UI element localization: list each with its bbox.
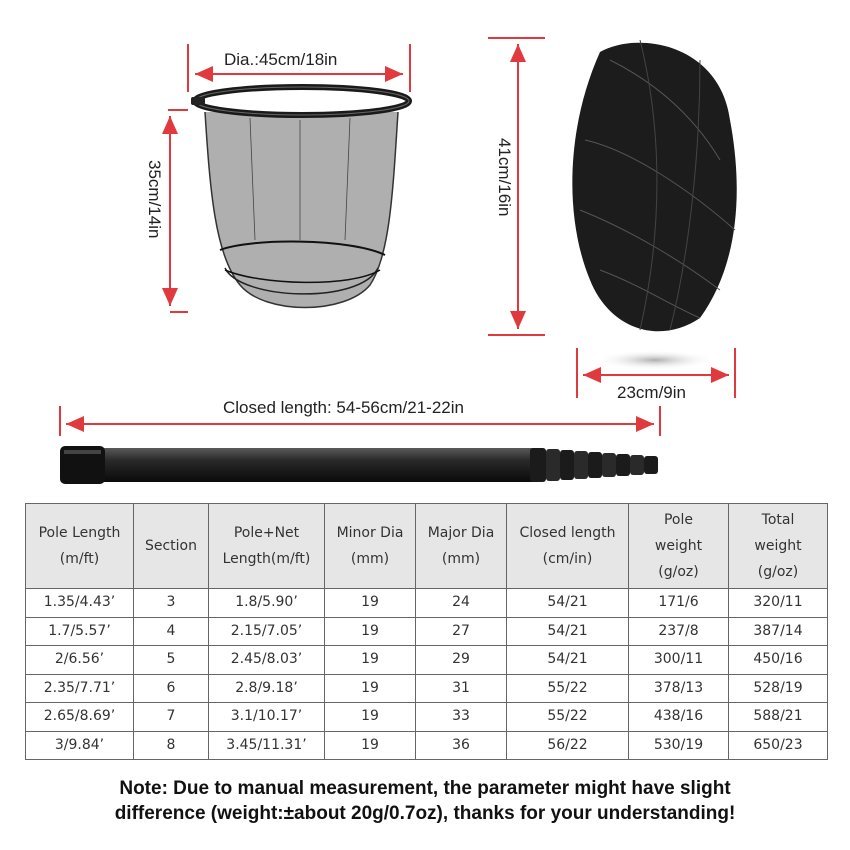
column-header-text: Pole+Net xyxy=(233,525,300,541)
closed-length-label: Closed length: 54-56cm/21-22in xyxy=(223,398,464,417)
column-header-text: (m/ft) xyxy=(59,551,100,567)
table-cell: 171/6 xyxy=(629,589,729,618)
table-cell: 55/22 xyxy=(507,674,629,703)
column-header xyxy=(134,504,209,589)
folded-height-label: 41cm/16in xyxy=(495,138,514,217)
note-line-2: difference (weight:±about 20g/0.7oz), thanks for your understanding! xyxy=(114,803,736,824)
table-cell: 29 xyxy=(416,646,507,675)
table-cell: 2.65/8.69’ xyxy=(26,703,134,732)
table-header xyxy=(26,504,828,589)
table-cell: 2.35/7.71’ xyxy=(26,674,134,703)
table-row xyxy=(26,646,828,675)
table-cell: 19 xyxy=(325,646,416,675)
measurement-note xyxy=(0,776,850,826)
column-header-text: (g/oz) xyxy=(658,564,699,580)
table-cell: 2.45/8.03’ xyxy=(209,646,325,675)
column-header xyxy=(325,504,416,589)
column-header-text: weight xyxy=(754,538,802,554)
column-header-text: (mm) xyxy=(350,551,390,567)
telescopic-pole xyxy=(60,446,658,484)
table-cell: 3.1/10.17’ xyxy=(209,703,325,732)
depth-label: 35cm/14in xyxy=(145,160,164,239)
table-cell: 19 xyxy=(325,589,416,618)
column-header xyxy=(26,504,134,589)
table-cell: 19 xyxy=(325,703,416,732)
table-row xyxy=(26,703,828,732)
table-cell: 387/14 xyxy=(729,617,828,646)
table-row xyxy=(26,617,828,646)
column-header-text: Pole xyxy=(663,512,693,528)
table-cell: 2.8/9.18’ xyxy=(209,674,325,703)
table-cell: 300/11 xyxy=(629,646,729,675)
column-header xyxy=(629,504,729,589)
column-header xyxy=(729,504,828,589)
table-cell: 55/22 xyxy=(507,703,629,732)
specification-table xyxy=(25,503,828,760)
table-cell: 3/9.84’ xyxy=(26,731,134,760)
table-cell: 6 xyxy=(134,674,209,703)
table-cell: 8 xyxy=(134,731,209,760)
table-cell: 19 xyxy=(325,731,416,760)
table-cell: 54/21 xyxy=(507,617,629,646)
table-cell: 588/21 xyxy=(729,703,828,732)
column-header xyxy=(416,504,507,589)
diameter-label: Dia.:45cm/18in xyxy=(224,50,338,69)
table-cell: 1.35/4.43’ xyxy=(26,589,134,618)
column-header xyxy=(209,504,325,589)
table-cell: 54/21 xyxy=(507,589,629,618)
table-cell: 237/8 xyxy=(629,617,729,646)
table-row xyxy=(26,674,828,703)
column-header-text: (mm) xyxy=(441,551,481,567)
column-header-text: Total xyxy=(761,512,795,528)
open-landing-net xyxy=(191,87,409,308)
table-cell: 3.45/11.31’ xyxy=(209,731,325,760)
table-cell: 2.15/7.05’ xyxy=(209,617,325,646)
table-cell: 36 xyxy=(416,731,507,760)
table-cell: 5 xyxy=(134,646,209,675)
note-line-1: Note: Due to manual measurement, the parameter might have slight xyxy=(119,778,731,799)
table-cell: 1.8/5.90’ xyxy=(209,589,325,618)
column-header-text: weight xyxy=(654,538,703,554)
column-header-text: Section xyxy=(144,538,197,554)
table-cell: 33 xyxy=(416,703,507,732)
table-cell: 3 xyxy=(134,589,209,618)
table-cell: 438/16 xyxy=(629,703,729,732)
folded-landing-net xyxy=(572,40,736,370)
column-header-text: (cm/in) xyxy=(542,551,593,567)
table-row xyxy=(26,731,828,760)
table-cell: 320/11 xyxy=(729,589,828,618)
table-row xyxy=(26,589,828,618)
table-cell: 1.7/5.57’ xyxy=(26,617,134,646)
table-cell: 24 xyxy=(416,589,507,618)
table-cell: 650/23 xyxy=(729,731,828,760)
table-cell: 7 xyxy=(134,703,209,732)
table-cell: 530/19 xyxy=(629,731,729,760)
folded-width-label: 23cm/9in xyxy=(617,383,686,402)
table-body xyxy=(26,589,828,760)
table-cell: 528/19 xyxy=(729,674,828,703)
table-cell: 31 xyxy=(416,674,507,703)
column-header-text: Minor Dia xyxy=(336,525,404,541)
table-cell: 19 xyxy=(325,617,416,646)
table-cell: 54/21 xyxy=(507,646,629,675)
table-cell: 56/22 xyxy=(507,731,629,760)
column-header-text: Length(m/ft) xyxy=(222,551,311,567)
column-header-text: Closed length xyxy=(519,525,616,541)
table-cell: 4 xyxy=(134,617,209,646)
table-cell: 450/16 xyxy=(729,646,828,675)
column-header xyxy=(507,504,629,589)
table-cell: 19 xyxy=(325,674,416,703)
column-header-text: Major Dia xyxy=(427,525,495,541)
column-header-text: (g/oz) xyxy=(757,564,799,580)
column-header-text: Pole Length xyxy=(38,525,121,541)
table-cell: 2/6.56’ xyxy=(26,646,134,675)
table-cell: 378/13 xyxy=(629,674,729,703)
table-cell: 27 xyxy=(416,617,507,646)
